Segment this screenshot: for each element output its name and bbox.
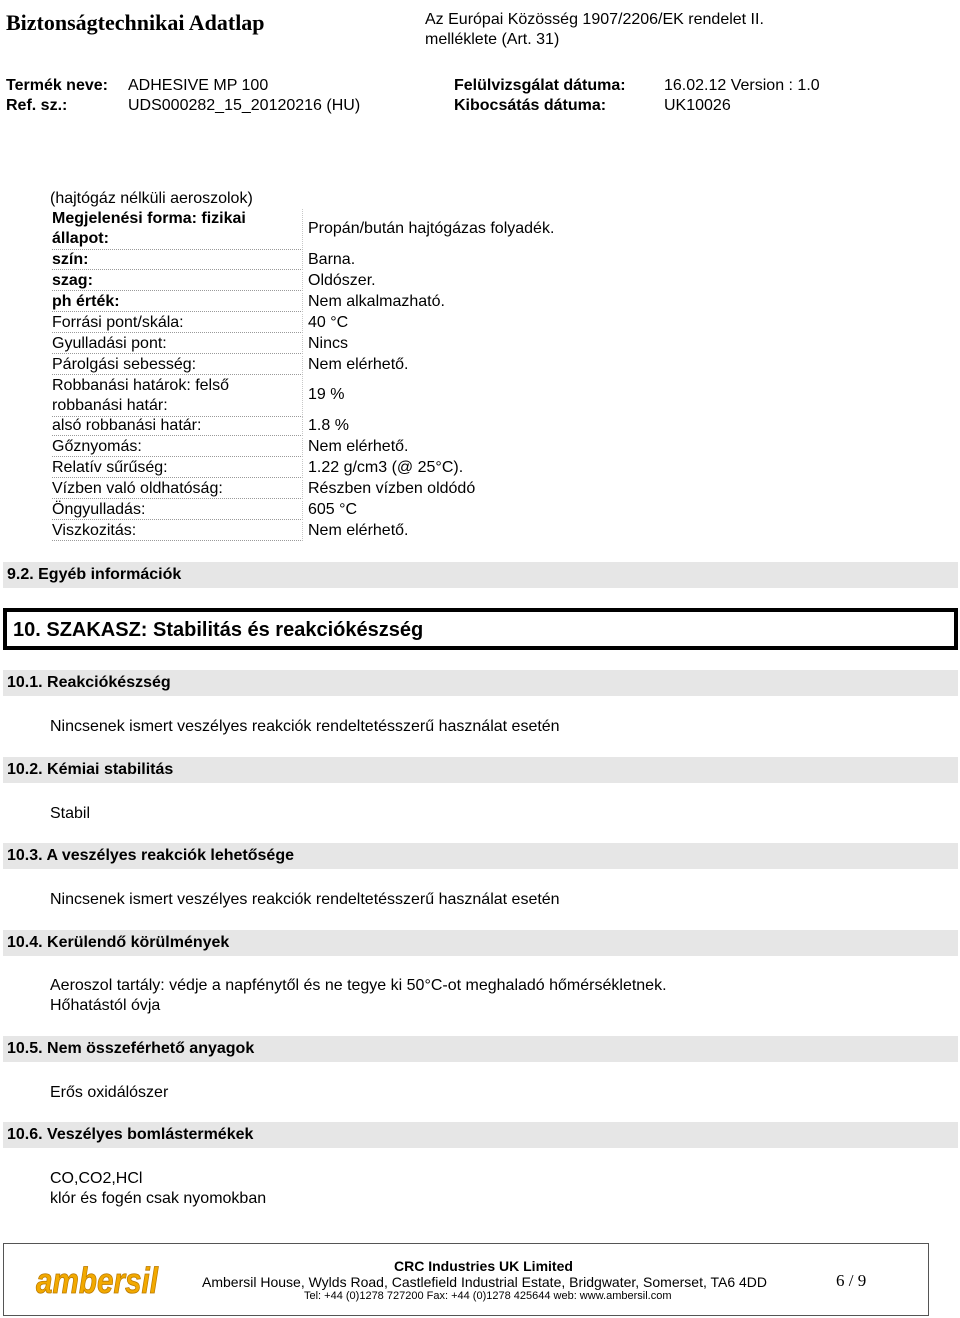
- subsection-heading-10-1: 10.1. Reakciókészség: [3, 670, 958, 696]
- property-value: Nem elérhető.: [308, 522, 409, 539]
- property-label: Gőznyomás:: [52, 438, 303, 457]
- page-number: 6 / 9: [836, 1271, 867, 1290]
- property-label: szag:: [52, 272, 303, 291]
- regulation-note: [425, 10, 845, 50]
- subsection-heading-10-5: 10.5. Nem összeférhető anyagok: [3, 1036, 958, 1062]
- property-value: 1.22 g/cm3 (@ 25°C).: [308, 459, 464, 476]
- page-footer: [3, 1243, 929, 1316]
- subsection-text-10-1: Nincsenek ismert veszélyes reakciók rendeltetésszerű használat esetén: [50, 718, 560, 735]
- property-label: Forrási pont/skála:: [52, 314, 303, 333]
- document-title: Biztonságtechnikai Adatlap: [6, 10, 265, 35]
- property-label: Öngyulladás:: [52, 501, 303, 520]
- property-label: ph érték:: [52, 293, 303, 312]
- section-10-header: [3, 608, 958, 650]
- subsection-text-10-4: Aeroszol tartály: védje a napfénytől és ne tegye ki 50°C-ot meghaladó hőmérsékletnek. Hőhatástól óvja: [50, 977, 667, 1014]
- ambersil-logo: [34, 1258, 160, 1302]
- property-label: szín:: [52, 251, 303, 270]
- subsection-text-10-2: Stabil: [50, 805, 91, 822]
- review-date-value: 16.02.12 Version : 1.0: [664, 77, 820, 94]
- review-date-label: Felülvizsgálat dátuma:: [454, 77, 626, 94]
- subsection-heading-10-4: 10.4. Kerülendő körülmények: [3, 930, 958, 956]
- property-value: 19 %: [308, 386, 345, 403]
- footer-address: Ambersil House, Wylds Road, Castlefield Industrial Estate, Bridgwater, Somerset, TA6 4DD: [202, 1274, 768, 1290]
- property-value: Részben vízben oldódó: [308, 480, 476, 497]
- product-name-value: ADHESIVE MP 100: [128, 77, 269, 94]
- footer-contact: Tel: +44 (0)1278 727200 Fax: +44 (0)1278 425644 web: www.ambersil.com: [304, 1290, 672, 1302]
- property-value: Propán/bután hajtógázas folyadék.: [308, 220, 555, 237]
- issue-date-value: UK10026: [664, 97, 731, 114]
- subsection-text-10-3: Nincsenek ismert veszélyes reakciók rendeltetésszerű használat esetén: [50, 891, 560, 908]
- property-label: alsó robbanási határ:: [52, 417, 303, 436]
- subsection-heading-10-3: 10.3. A veszélyes reakciók lehetősége: [3, 843, 958, 869]
- property-value: 605 °C: [308, 501, 358, 518]
- property-value: Nem alkalmazható.: [308, 293, 445, 310]
- property-label: Viszkozitás:: [52, 522, 303, 541]
- regulation-line-2: melléklete (Art. 31): [425, 31, 560, 48]
- property-value: Oldószer.: [308, 272, 376, 289]
- footer-company: CRC Industries UK Limited: [394, 1258, 573, 1274]
- property-label: Megjelenési forma: fizikai állapot:: [52, 209, 303, 250]
- logo-text: ambersil: [36, 1260, 159, 1301]
- subsection-heading-9-2: 9.2. Egyéb információk: [3, 562, 958, 588]
- section-10-title: 10. SZAKASZ: Stabilitás és reakciókészség: [13, 619, 424, 641]
- ref-number-label: Ref. sz.:: [6, 97, 68, 114]
- subsection-heading-10-6: 10.6. Veszélyes bomlástermékek: [3, 1122, 958, 1148]
- property-value: 1.8 %: [308, 417, 349, 434]
- subsection-heading-10-2: 10.2. Kémiai stabilitás: [3, 757, 958, 783]
- issue-date-label: Kibocsátás dátuma:: [454, 97, 607, 114]
- product-name-label: Termék neve:: [6, 77, 108, 94]
- property-label: Gyulladási pont:: [52, 335, 303, 354]
- subsection-text-10-5: Erős oxidálószer: [50, 1084, 169, 1101]
- regulation-line-1: Az Európai Közösség 1907/2206/EK rendelet II.: [425, 11, 764, 28]
- property-value: Nem elérhető.: [308, 438, 409, 455]
- property-label: Vízben való oldhatóság:: [52, 480, 303, 499]
- property-value: Nincs: [308, 335, 349, 352]
- subsection-text-10-6: CO,CO2,HCl klór és fogén csak nyomokban: [50, 1170, 267, 1207]
- property-label: Párolgási sebesség:: [52, 356, 303, 375]
- ref-number-value: UDS000282_15_20120216 (HU): [128, 97, 361, 114]
- property-label: Robbanási határok: felső robbanási határ:: [52, 376, 303, 417]
- property-value: 40 °C: [308, 314, 349, 331]
- property-value: Nem elérhető.: [308, 356, 409, 373]
- properties-intro: (hajtógáz nélküli aeroszolok): [50, 190, 253, 207]
- property-value: Barna.: [308, 251, 356, 268]
- property-label: Relatív sűrűség:: [52, 459, 303, 478]
